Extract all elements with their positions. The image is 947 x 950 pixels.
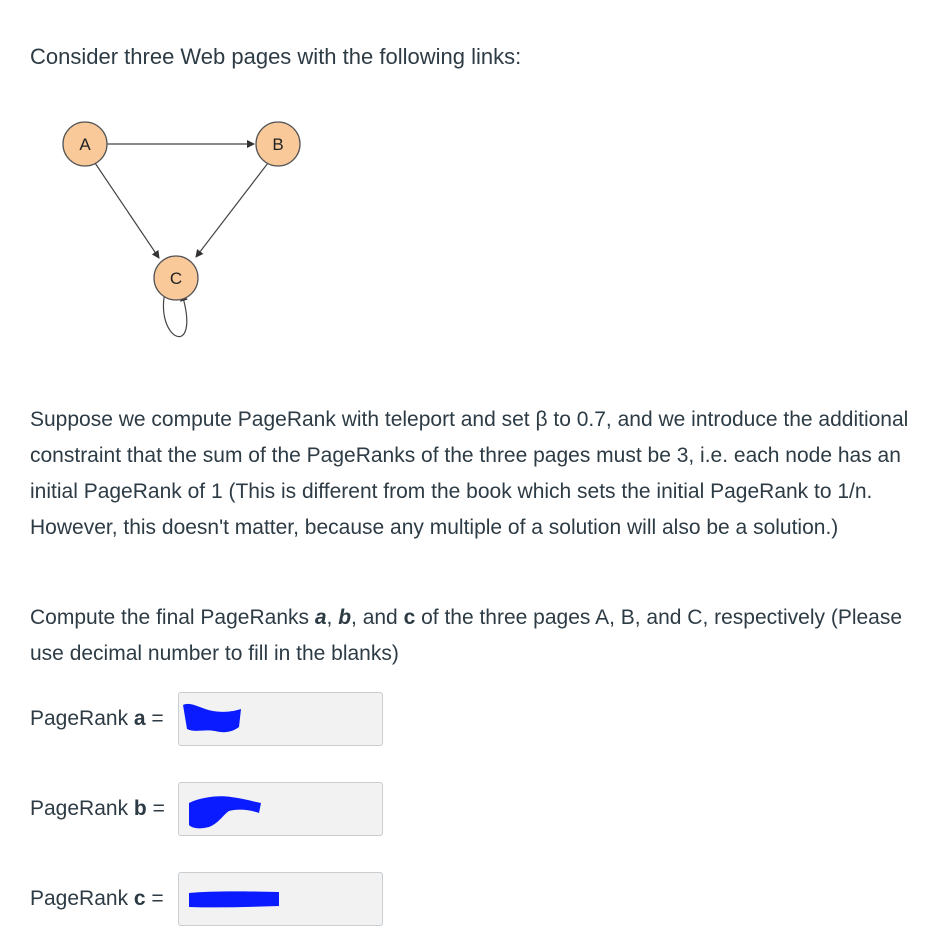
var-b: b (338, 606, 352, 629)
instruction-prefix: Compute the final PageRanks (30, 606, 315, 629)
node-a (63, 122, 107, 166)
node-c-label: C (169, 269, 183, 288)
link-graph (40, 100, 340, 370)
answer-input-b[interactable] (178, 782, 383, 836)
answer-input-c[interactable] (178, 872, 383, 926)
var-a: a (314, 606, 327, 629)
redaction-mark (179, 873, 289, 927)
var-c: c (403, 606, 416, 629)
redaction-mark (179, 783, 269, 837)
node-b-label: B (272, 135, 284, 154)
edge-a-c (95, 163, 159, 258)
instruction-sep1: , (326, 606, 339, 629)
answer-row-b (30, 781, 383, 837)
answer-row-a (30, 691, 383, 747)
node-a-label: A (79, 135, 91, 154)
node-c (154, 256, 198, 300)
redaction-mark (179, 693, 259, 747)
instruction-paragraph (30, 600, 925, 672)
edge-b-c (196, 163, 268, 257)
question-paragraph: Suppose we compute PageRank with teleport and set β to 0.7, and we introduce the additional constraint that the sum of the PageRanks of the three pages must be 3, i.e. each node has an initial PageRank of 1 (This is different from the book which sets the initial PageRank to 1/n. However, this doesn't matter, because any multiple of a solution will also be a solution.) (30, 408, 909, 539)
answer-label-b: PageRank b = (30, 797, 165, 820)
answer-row-c (30, 871, 383, 927)
instruction-suffix: of the three pages A, B, and C, respectively (Please use decimal number to fill in the blanks) (30, 606, 903, 665)
instruction-sep2: , and (351, 606, 404, 629)
answer-input-a[interactable] (178, 692, 383, 746)
answer-label-c: PageRank c = (30, 887, 164, 910)
node-b (256, 122, 300, 166)
answer-label-a: PageRank a = (30, 707, 164, 730)
question-intro: Consider three Web pages with the following links: (30, 44, 522, 69)
